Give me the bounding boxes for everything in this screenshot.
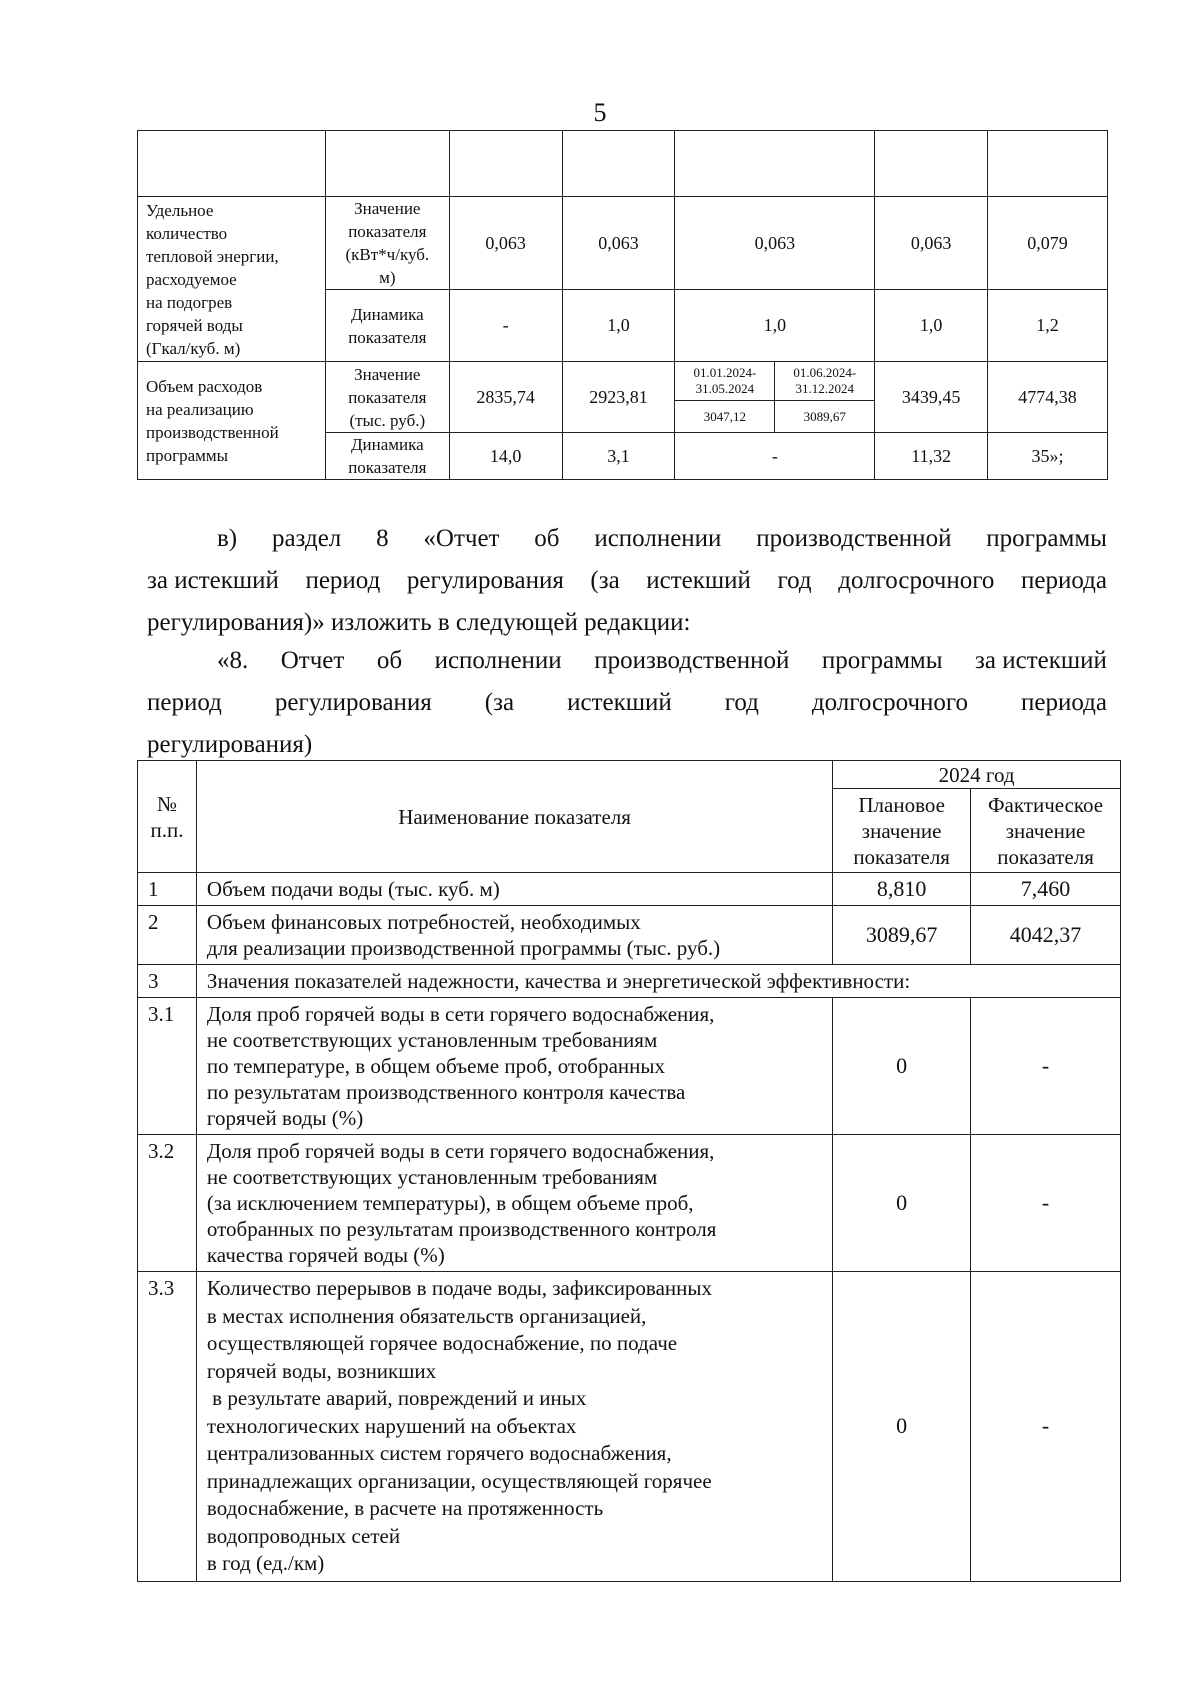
table-row — [138, 906, 1121, 965]
plan-value: 8,810 — [833, 873, 971, 906]
text-line: в) раздел 8 «Отчет об исполнении производственной программы — [217, 525, 1107, 552]
sub-indicator-label: Динамика показателя — [325, 290, 449, 362]
indicator-name: Количество перерывов в подаче воды, зафиксированных в местах исполнения обязательств организацией, осуществляющей горячее водоснабжение, по подаче горячей воды, возникших в результате аварий, повреждений и иных технологических нарушений на объектах централизованных систем горячего водоснабжения, принадлежащих организации, осуществляющей горячее водоснабжение, в расчете на протяженность водопроводных сетей в год (ед./км) — [196, 1272, 832, 1582]
indicator-name: Доля проб горячей воды в сети горячего водоснабжения, не соответствующих установленным требованиям по температуре, в общем объеме проб, отобранных по результатам производственного контроля качества горячей воды (%) — [196, 998, 832, 1135]
header-fact: Фактическое значение показателя — [971, 789, 1121, 873]
value-cell: - — [675, 433, 875, 480]
value-cell: 14,0 — [449, 433, 562, 480]
plan-value: 0 — [833, 998, 971, 1135]
text-line: «8. Отчет об исполнении производственной программы за истекший — [217, 647, 1107, 674]
value-cell: 1,0 — [675, 290, 875, 362]
value-cell: 1,0 — [562, 290, 675, 362]
text-line: за истекший период регулирования (за истекший год долгосрочного периода — [147, 567, 1107, 594]
row-number: 3.2 — [138, 1135, 197, 1272]
page-number: 5 — [593, 98, 607, 127]
indicator-name: Удельное количество тепловой энергии, расходуемое на подогрев горячей воды (Гкал/куб. м) — [138, 197, 326, 362]
value-cell: 0,063 — [449, 197, 562, 290]
period-value: 3089,67 — [775, 401, 875, 433]
fact-value: - — [971, 998, 1121, 1135]
row-number: 2 — [138, 906, 197, 965]
period-label: 01.01.2024- 31.05.2024 — [675, 362, 775, 401]
header-name: Наименование показателя — [196, 761, 832, 873]
table-row — [138, 873, 1121, 906]
value-cell: 0,079 — [988, 197, 1108, 290]
fact-value: - — [971, 1272, 1121, 1582]
plan-value: 0 — [833, 1272, 971, 1582]
plan-value: 0 — [833, 1135, 971, 1272]
plan-value: 3089,67 — [833, 906, 971, 965]
header-row — [138, 761, 1121, 789]
value-cell: 3,1 — [562, 433, 675, 480]
header-year: 2024 год — [833, 761, 1121, 789]
value-cell: 35»; — [988, 433, 1108, 480]
row-number: 3 — [138, 965, 197, 998]
indicator-name: Объем финансовых потребностей, необходимых для реализации производственной программы (тыс. руб.) — [196, 906, 832, 965]
value-cell: 0,063 — [875, 197, 988, 290]
sub-indicator-label: Значение показателя (тыс. руб.) — [325, 362, 449, 433]
report-table — [137, 760, 1121, 1582]
empty-header-row — [138, 131, 1108, 197]
text-line: регулирования) — [147, 731, 313, 758]
period-label: 01.06.2024- 31.12.2024 — [775, 362, 875, 401]
row-number: 3.3 — [138, 1272, 197, 1582]
sub-indicator-label: Динамика показателя — [325, 433, 449, 480]
value-cell: 2923,81 — [562, 362, 675, 433]
table-row — [138, 965, 1121, 998]
indicators-table-continued — [137, 130, 1108, 480]
fact-value: - — [971, 1135, 1121, 1272]
text-line: период регулирования (за истекший год долгосрочного периода — [147, 689, 1107, 716]
header-plan: Плановое значение показателя — [833, 789, 971, 873]
fact-value: 7,460 — [971, 873, 1121, 906]
table-row — [138, 362, 1108, 401]
value-cell: 4774,38 — [988, 362, 1108, 433]
value-cell: 2835,74 — [449, 362, 562, 433]
row-number: 3.1 — [138, 998, 197, 1135]
period-value: 3047,12 — [675, 401, 775, 433]
value-cell: - — [449, 290, 562, 362]
indicator-name: Объем расходов на реализацию производственной программы — [138, 362, 326, 480]
table-row — [138, 1135, 1121, 1272]
fact-value: 4042,37 — [971, 906, 1121, 965]
indicator-name: Доля проб горячей воды в сети горячего водоснабжения, не соответствующих установленным требованиям (за исключением температуры), в общем объеме проб, отобранных по результатам производственного контроля качества горячей воды (%) — [196, 1135, 832, 1272]
value-cell: 0,063 — [562, 197, 675, 290]
row-number: 1 — [138, 873, 197, 906]
indicator-name: Объем подачи воды (тыс. куб. м) — [196, 873, 832, 906]
value-cell: 11,32 — [875, 433, 988, 480]
value-cell: 0,063 — [675, 197, 875, 290]
table-row — [138, 197, 1108, 290]
table-row — [138, 998, 1121, 1135]
value-cell: 1,0 — [875, 290, 988, 362]
section-label: Значения показателей надежности, качества и энергетической эффективности: — [196, 965, 1120, 998]
value-cell: 3439,45 — [875, 362, 988, 433]
value-cell: 1,2 — [988, 290, 1108, 362]
text-line: регулирования)» изложить в следующей редакции: — [147, 609, 691, 636]
table-row — [138, 1272, 1121, 1582]
header-num: № п.п. — [138, 761, 197, 873]
section-heading — [147, 640, 1107, 766]
sub-indicator-label: Значение показателя (кВт*ч/куб. м) — [325, 197, 449, 290]
amendment-paragraph — [147, 518, 1107, 644]
